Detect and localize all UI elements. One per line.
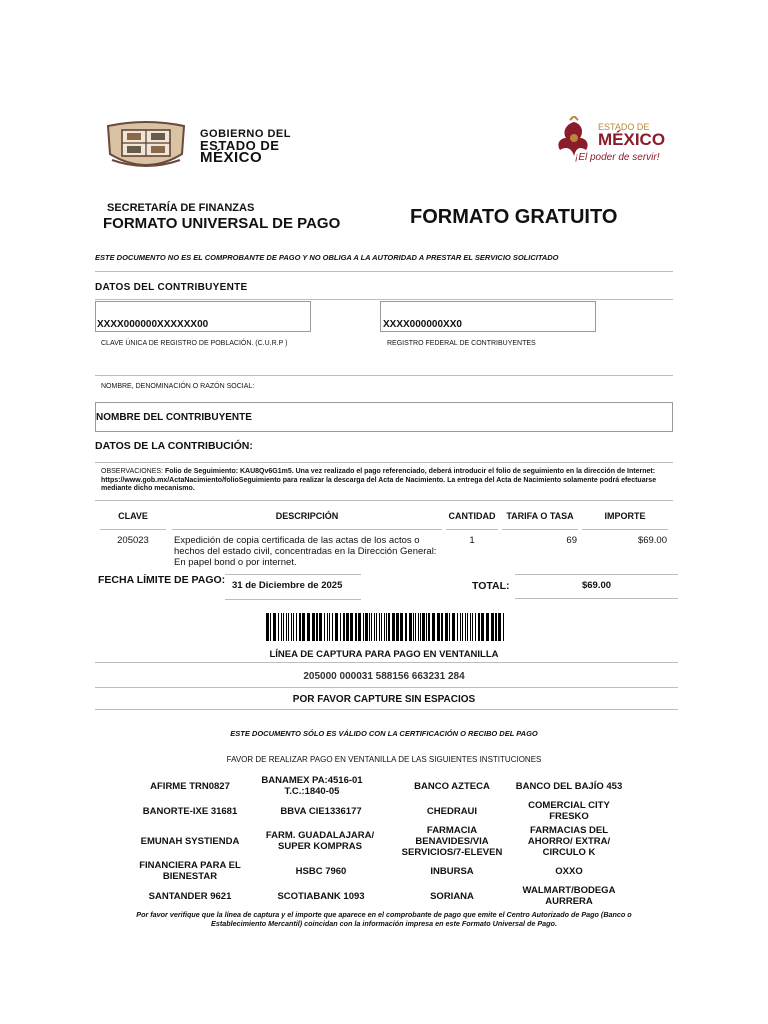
divider (95, 662, 678, 663)
barcode-bar (481, 613, 484, 641)
institution-item: OXXO (555, 866, 583, 877)
institution-item: BANCO AZTECA (414, 781, 490, 792)
divider (515, 574, 678, 575)
divider (95, 462, 673, 463)
header-underline (446, 529, 498, 530)
disclaimer: ESTE DOCUMENTO NO ES EL COMPROBANTE DE PAGO Y NO OBLIGA A LA AUTORIDAD A PRESTAR EL SERVICIO SOLICITADO (95, 253, 559, 262)
barcode-bar (335, 613, 338, 641)
header-underline (582, 529, 668, 530)
row-importe: $69.00 (637, 535, 667, 546)
barcode-bar (329, 613, 330, 641)
barcode-bar (441, 613, 443, 641)
barcode-bar (495, 613, 497, 641)
barcode-bar (432, 613, 435, 641)
header-underline (172, 529, 442, 530)
barcode-bar (332, 613, 333, 641)
barcode-bar (266, 613, 269, 641)
barcode-bar (286, 613, 287, 641)
barcode-bar (324, 613, 325, 641)
barcode-bar (396, 613, 399, 641)
verify-note: Por favor verifique que la línea de captura y el importe que aparece en el comprobante de pago que emite el Centro Autorizado de Pago (Banco o Establecimiento Mercantil) coincidan con la información impresa en este Formato Universal de Pago. (136, 910, 632, 928)
institution-item: INBURSA (430, 866, 474, 877)
institution-item: HSBC 7960 (295, 866, 347, 877)
institution-item: COMERCIAL CITY FRESKO (528, 800, 610, 822)
barcode-bar (350, 613, 353, 641)
barcode-bar (462, 613, 463, 641)
institution-item: BANAMEX PA:4516-01 T.C.:1840-05 (261, 775, 363, 797)
barcode-bar (491, 613, 494, 641)
header-importe: IMPORTE (604, 511, 646, 521)
barcode-bar (278, 613, 279, 641)
observaciones (101, 468, 673, 494)
institution-item: WALMART/BODEGA AURRERA (522, 885, 616, 907)
institution-item: EMUNAH SYSTIENDA (140, 836, 240, 847)
barcode-bar (400, 613, 403, 641)
barcode-bar (379, 613, 380, 641)
barcode-bar (470, 613, 471, 641)
barcode-bar (486, 613, 489, 641)
captura-note: POR FAVOR CAPTURE SIN ESPACIOS (292, 694, 476, 705)
row-tarifa: 69 (566, 535, 577, 546)
barcode-bar (363, 613, 364, 641)
barcode-bar (293, 613, 294, 641)
barcode-bar (428, 613, 430, 641)
observaciones-text: Folio de Seguimiento: KAU8Qv6G1m5. Una vez realizado el pago referenciado, deberá introducir el folio de seguimiento en la dirección de Internet: https://www.gob.mx/ActaNacimiento/folioSeguimiento para realizar la descarga del Acta de Nacimiento. La entrega del Acta de Nacimiento solamente podrá efectuarse mediante dicho mecanismo. (101, 468, 657, 492)
captura-value: 205000 000031 588156 663231 284 (303, 671, 465, 682)
gov-name (200, 128, 291, 164)
header-cantidad: CANTIDAD (448, 511, 496, 521)
row-clave: 205023 (117, 535, 149, 546)
rfc-value: XXXX000000XX0 (383, 319, 462, 330)
header-descripcion: DESCRIPCIÓN (275, 511, 339, 521)
valid-note: ESTE DOCUMENTO SÓLO ES VÁLIDO CON LA CERTIFICACIÓN O RECIBO DEL PAGO (230, 729, 538, 738)
barcode-bar (460, 613, 461, 641)
barcode-bar (340, 613, 341, 641)
brand-text (598, 122, 665, 148)
barcode-bar (445, 613, 448, 641)
barcode-bar (376, 613, 377, 641)
institution-item: BANORTE-IXE 31681 (142, 806, 238, 817)
header-underline (502, 529, 578, 530)
divider (95, 500, 673, 501)
barcode-bar (405, 613, 407, 641)
observaciones-label: OBSERVACIONES: (101, 468, 163, 475)
barcode-bar (273, 613, 276, 641)
barcode-bar (369, 613, 370, 641)
barcode-bar (418, 613, 419, 641)
institution-item: AFIRME TRN0827 (150, 781, 230, 792)
curp-label: CLAVE ÚNICA DE REGISTRO DE POBLACIÓN. (C.U.R.P ) (101, 340, 288, 347)
barcode-bar (283, 613, 284, 641)
divider (95, 375, 673, 376)
fecha-value: 31 de Diciembre de 2025 (232, 580, 343, 591)
gov-name-line1: GOBIERNO DEL (200, 128, 291, 140)
form-badge: FORMATO GRATUITO (410, 206, 618, 228)
barcode-bar (465, 613, 466, 641)
barcode-bar (365, 613, 368, 641)
barcode-bar (422, 613, 425, 641)
barcode-bar (371, 613, 372, 641)
header-clave: CLAVE (118, 511, 148, 521)
barcode-bar (358, 613, 361, 641)
brand-small: ESTADO DE (598, 122, 650, 132)
institution-item: CHEDRAUI (426, 806, 478, 817)
contribuyente-title: DATOS DEL CONTRIBUYENTE (95, 282, 248, 293)
divider (225, 574, 361, 575)
row-cantidad: 1 (469, 535, 475, 546)
barcode-bar (503, 613, 504, 641)
institution-item: SORIANA (430, 891, 474, 902)
barcode-bar (384, 613, 385, 641)
barcode-bar (392, 613, 395, 641)
barcode-icon (266, 613, 506, 641)
header-underline (100, 529, 166, 530)
name-label: NOMBRE, DENOMINACIÓN O RAZÓN SOCIAL: (101, 383, 255, 390)
barcode-bar (346, 613, 349, 641)
barcode-bar (498, 613, 501, 641)
barcode-bar (478, 613, 480, 641)
barcode-bar (374, 613, 375, 641)
institution-item: BANCO DEL BAJÍO 453 (515, 781, 623, 792)
barcode-bar (452, 613, 455, 641)
row-descripcion: Expedición de copia certificada de las actas de los actos o hechos del estado civil, concentradas en la Dirección General: En papel bond o por internet. (174, 535, 437, 568)
barcode-bar (291, 613, 292, 641)
barcode-bar (281, 613, 282, 641)
barcode-bar (288, 613, 289, 641)
curp-value: XXXX000000XXXXXX00 (97, 319, 209, 330)
divider (95, 709, 678, 710)
barcode-bar (409, 613, 412, 641)
divider (95, 299, 673, 300)
barcode-bar (437, 613, 440, 641)
barcode-bar (386, 613, 387, 641)
instituciones-title: FAVOR DE REALIZAR PAGO EN VENTANILLA DE LAS SIGUIENTES INSTITUCIONES (226, 755, 542, 764)
barcode-bar (270, 613, 271, 641)
institution-item: FINANCIERA PARA EL BIENESTAR (139, 860, 241, 882)
barcode-bar (426, 613, 427, 641)
institution-item: SCOTIABANK 1093 (277, 891, 365, 902)
header-tarifa: TARIFA O TASA (506, 511, 574, 521)
barcode-bar (355, 613, 357, 641)
institution-item: FARM. GUADALAJARA/ SUPER KOMPRAS (265, 830, 375, 852)
barcode-bar (413, 613, 414, 641)
captura-label: LÍNEA DE CAPTURA PARA PAGO EN VENTANILLA (269, 649, 499, 660)
divider (515, 598, 678, 599)
barcode-bar (472, 613, 473, 641)
institution-item: FARMACIAS DEL AHORRO/ EXTRA/ CIRCULO K (527, 825, 611, 858)
barcode-bar (312, 613, 315, 641)
institution-item: SANTANDER 9621 (148, 891, 232, 902)
institution-item: BBVA CIE1336177 (280, 806, 362, 817)
barcode-bar (449, 613, 450, 641)
brand-slogan: ¡El poder de servir! (575, 152, 660, 163)
brand-big: MÉXICO (598, 130, 666, 149)
barcode-bar (343, 613, 345, 641)
secretaria-label: SECRETARÍA DE FINANZAS (107, 202, 255, 214)
barcode-bar (415, 613, 416, 641)
name-value: NOMBRE DEL CONTRIBUYENTE (96, 412, 252, 423)
barcode-bar (316, 613, 318, 641)
form-title: FORMATO UNIVERSAL DE PAGO (103, 215, 341, 232)
coat-of-arms-icon (102, 120, 190, 170)
barcode-bar (475, 613, 476, 641)
divider (95, 271, 673, 272)
barcode-bar (457, 613, 458, 641)
fecha-label: FECHA LÍMITE DE PAGO: (98, 574, 226, 586)
barcode-bar (381, 613, 382, 641)
barcode-bar (302, 613, 305, 641)
barcode-bar (307, 613, 310, 641)
barcode-bar (467, 613, 468, 641)
gov-name-line2: ESTADO DE (200, 138, 280, 153)
barcode-bar (299, 613, 301, 641)
barcode-bar (327, 613, 328, 641)
divider (95, 687, 678, 688)
contribucion-title: DATOS DE LA CONTRIBUCIÓN: (95, 440, 253, 452)
total-value: $69.00 (581, 580, 612, 591)
institution-item: FARMACIA BENAVIDES/VIA SERVICIOS/7-ELEVEN (401, 825, 503, 858)
barcode-bar (388, 613, 390, 641)
barcode-bar (420, 613, 421, 641)
divider (225, 599, 361, 600)
barcode-bar (319, 613, 322, 641)
barcode-bar (296, 613, 297, 641)
total-label: TOTAL: (472, 580, 510, 592)
rfc-label: REGISTRO FEDERAL DE CONTRIBUYENTES (387, 340, 536, 347)
gov-name-line3: MÉXICO (200, 149, 263, 166)
